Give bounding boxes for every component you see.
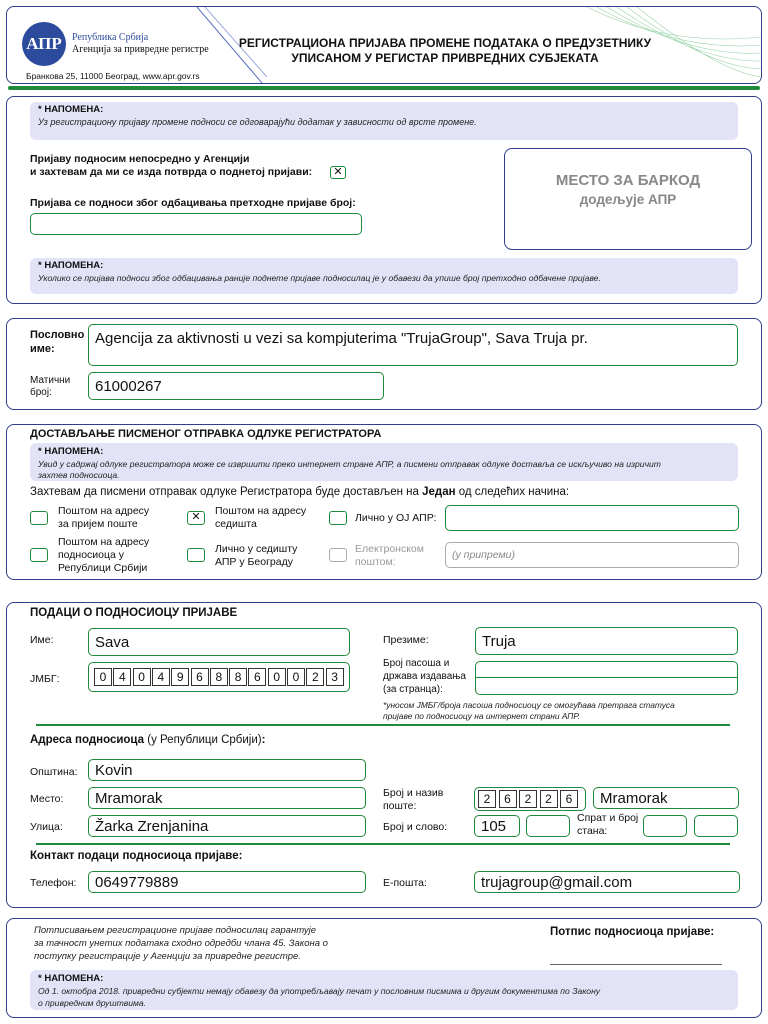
last-name-label: Презиме: — [383, 634, 429, 646]
rejected-number-field[interactable] — [30, 213, 362, 235]
delivery-opt5-label-2: АПР у Београду — [215, 556, 293, 568]
reg-number-field[interactable]: 61000267 — [88, 372, 384, 400]
business-name-field[interactable]: Agencija za aktivnosti u vezi sa kompjuterima "TrujaGroup", Sava Truja pr. — [88, 324, 738, 366]
last-name-field[interactable]: Truja — [475, 627, 738, 655]
delivery-opt3-label: Лично у ОЈ АПР: — [355, 512, 437, 524]
digit-box: 6 — [499, 790, 517, 808]
digit-box: 0 — [133, 668, 151, 686]
delivery-request-bold: Један — [422, 486, 456, 498]
digit-box: 6 — [560, 790, 578, 808]
floor-label-2: стана: — [577, 825, 608, 837]
delivery-email-field[interactable]: (у припреми) — [445, 542, 739, 568]
street-field[interactable]: Žarka Zrenjanina — [88, 815, 366, 837]
signature-line[interactable] — [550, 964, 722, 965]
digit-box: 2 — [519, 790, 537, 808]
logo-text: АПР — [26, 34, 62, 53]
place-label: Место: — [30, 793, 64, 805]
note-1-text: Уз регистрациону пријаву промене подноси се одговарајући додатак у зависности од врсте промене. — [38, 117, 477, 127]
delivery-oj-field[interactable] — [445, 505, 739, 531]
floor-field[interactable] — [643, 815, 687, 837]
rejected-label: Пријава се подноси због одбацивања претходне пријаве број: — [30, 197, 356, 209]
barcode-subtitle: додељује АПР — [579, 192, 677, 207]
delivery-request-post: од следећих начина: — [455, 486, 570, 498]
title-line-1: РЕГИСТРАЦИОНА ПРИЈАВА ПРОМЕНЕ ПОДАТАКА О ПРЕДУЗЕТНИКУ — [238, 36, 652, 50]
guarantee-3: поступку регистрације у Агенцији за привредне регистре. — [34, 951, 301, 962]
passport-label-2: држава издавања — [383, 671, 466, 682]
direct-submit-label-1: Пријаву подносим непосредно у Агенцији — [30, 153, 250, 165]
postal-name-field[interactable]: Mramorak — [593, 787, 739, 809]
digit-box: 8 — [210, 668, 228, 686]
digit-box: 0 — [94, 668, 112, 686]
delivery-opt1-label-1: Поштом на адресу — [58, 505, 150, 517]
delivery-opt3-checkbox[interactable] — [329, 511, 347, 525]
municipality-field[interactable]: Kovin — [88, 759, 366, 781]
delivery-request — [30, 486, 569, 499]
municipality-label: Општина: — [30, 766, 78, 778]
delivery-opt4-label-2: подносиоца у — [58, 549, 125, 561]
digit-box: 0 — [268, 668, 286, 686]
number-letter-field[interactable] — [526, 815, 570, 837]
signature-label: Потпис подносиоца пријаве: — [550, 926, 715, 938]
signature-note-text-2: о привредним друштвима. — [38, 998, 147, 1008]
delivery-opt6-label-1: Електронском — [355, 543, 424, 555]
digit-box: 6 — [248, 668, 266, 686]
note-1-title: * НАПОМЕНА: — [38, 104, 104, 115]
delivery-opt4-label-3: Републици Србији — [58, 562, 148, 574]
address-divider — [36, 724, 730, 726]
delivery-opt1-checkbox[interactable] — [30, 511, 48, 525]
signature-note-title: * НАПОМЕНА: — [38, 973, 104, 984]
address-title-bold: Адреса подносиоца — [30, 734, 145, 746]
digit-box: 4 — [113, 668, 131, 686]
address-title-colon: : — [261, 734, 266, 746]
delivery-note-title: * НАПОМЕНА: — [38, 446, 104, 457]
first-name-label: Име: — [30, 634, 54, 646]
passport-label-1: Број пасоша и — [383, 658, 450, 669]
guarantee-2: за тачност унетих података сходно одредби члана 45. Закона о — [34, 938, 328, 949]
address-title — [30, 733, 265, 747]
postal-label-1: Број и назив — [383, 787, 444, 799]
delivery-opt2-label-2: седишта — [215, 518, 257, 530]
delivery-note-text-2: захтев подносиоца. — [38, 470, 120, 480]
digit-box: 9 — [171, 668, 189, 686]
passport-field-divider — [476, 677, 737, 678]
org-line-1: Република Србија — [72, 32, 149, 43]
phone-field[interactable]: 0649779889 — [88, 871, 366, 893]
digit-box: 3 — [326, 668, 344, 686]
delivery-opt6-label-2: поштом: — [355, 556, 396, 568]
apartment-field[interactable] — [694, 815, 738, 837]
signature-note-text-1: Од 1. октобра 2018. привредни субјекти немају обавезу да употребљавају печат у пословним писмима и другим документима по Закону — [38, 986, 601, 996]
jmbg-note-1: *уносом ЈМБГ/броја пасоша подносиоцу се омогућава претрага статуса — [383, 700, 675, 710]
number-field[interactable]: 105 — [474, 815, 520, 837]
email-field[interactable]: trujagroup@gmail.com — [474, 871, 740, 893]
contact-title: Контакт подаци подносиоца пријаве: — [30, 850, 243, 862]
address-title-normal: (у Републици Србији) — [144, 734, 262, 746]
barcode-title: МЕСТО ЗА БАРКОД — [555, 172, 701, 189]
street-label: Улица: — [30, 821, 63, 833]
jmbg-digits — [94, 668, 346, 686]
delivery-opt5-checkbox[interactable] — [187, 548, 205, 562]
first-name-field[interactable]: Sava — [88, 628, 350, 656]
reg-number-label-2: број: — [30, 387, 52, 398]
delivery-opt4-label-1: Поштом на адресу — [58, 536, 150, 548]
note-2-text: Уколико се пријава подноси због одбацивања раније поднете пријаве подносилац је у обавези да упише број претходно одбачене пријаве. — [38, 273, 601, 283]
phone-label: Телефон: — [30, 877, 77, 889]
passport-label-3: (за странца): — [383, 684, 443, 695]
business-name-label-2: име: — [30, 343, 55, 355]
delivery-title: ДОСТАВЉАЊЕ ПИСМЕНОГ ОТПРАВКА ОДЛУКЕ РЕГИСТРАТОРА — [30, 428, 382, 440]
direct-submit-label-2: и захтевам да ми се изда потврда о поднетој пријави: — [30, 166, 313, 178]
title-line-2: УПИСАНОМ У РЕГИСТАР ПРИВРЕДНИХ СУБЈЕКАТА — [291, 51, 599, 65]
guarantee-1: Потписивањем регистрационе пријаве подносилац гарантује — [34, 925, 317, 936]
digit-box: 2 — [306, 668, 324, 686]
note-2-title: * НАПОМЕНА: — [38, 260, 104, 271]
green-divider — [8, 86, 760, 90]
delivery-request-pre: Захтевам да писмени отправак одлуке Регистратора буде достављен на — [30, 486, 423, 498]
jmbg-label: ЈМБГ: — [30, 673, 60, 685]
postal-label-2: поште: — [383, 800, 417, 812]
digit-box: 2 — [540, 790, 558, 808]
applicant-title: ПОДАЦИ О ПОДНОСИОЦУ ПРИЈАВЕ — [30, 607, 238, 619]
passport-field[interactable] — [475, 661, 738, 695]
email-label: Е-пошта: — [383, 877, 427, 889]
reg-number-label-1: Матични — [30, 375, 71, 386]
digit-box: 0 — [287, 668, 305, 686]
delivery-opt1-label-2: за пријем поште — [58, 518, 138, 530]
delivery-opt2-checkbox[interactable]: ✕ — [187, 511, 205, 525]
org-line-2: Агенција за привредне регистре — [72, 44, 209, 55]
delivery-opt2-label-1: Поштом на адресу — [215, 505, 307, 517]
apr-logo — [22, 22, 66, 66]
direct-submit-checkbox[interactable]: ✕ — [330, 166, 346, 179]
delivery-opt5-label-1: Лично у седишту — [215, 543, 298, 555]
header-address: Бранкова 25, 11000 Београд, www.apr.gov.rs — [26, 71, 200, 81]
digit-box: 4 — [152, 668, 170, 686]
number-label: Број и слово: — [383, 821, 448, 833]
place-field[interactable]: Mramorak — [88, 787, 366, 809]
digit-box: 8 — [229, 668, 247, 686]
floor-label-1: Спрат и број — [577, 812, 639, 824]
postal-digits — [478, 790, 582, 808]
business-name-label-1: Пословно — [30, 329, 85, 341]
delivery-opt6-checkbox[interactable] — [329, 548, 347, 562]
digit-box: 6 — [191, 668, 209, 686]
digit-box: 2 — [478, 790, 496, 808]
contact-divider — [36, 843, 730, 845]
delivery-note-text-1: Увид у садржај одлуке регистратора може се извршити преко интернет стране АПР, а писмени отправак одлуке доставља се искључиво на изричит — [38, 459, 661, 469]
page-title — [232, 36, 658, 66]
delivery-opt4-checkbox[interactable] — [30, 548, 48, 562]
jmbg-note-2: пријаве по подносиоцу на интернет страни АПР. — [383, 711, 580, 721]
